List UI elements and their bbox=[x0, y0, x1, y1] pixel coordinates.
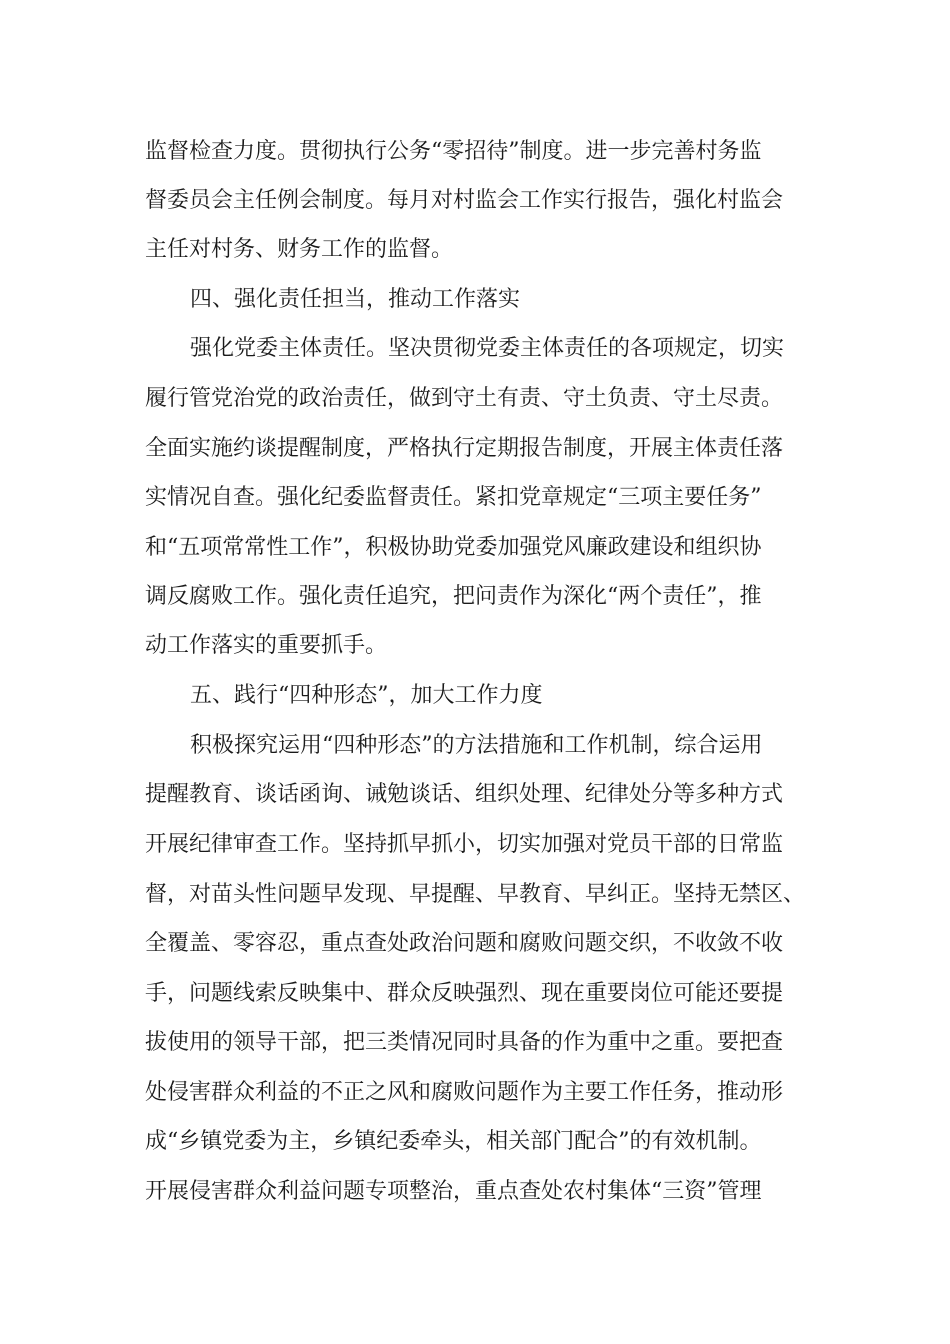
text-line: 主任对村务、财务工作的监督。 bbox=[145, 237, 454, 262]
section-heading: 四、强化责任担当，推动工作落实 bbox=[190, 287, 521, 312]
text-line: 督，对苗头性问题早发现、早提醒、早教育、早纠正。坚持无禁区、 bbox=[145, 882, 806, 907]
text-line: 全覆盖、零容忍，重点查处政治问题和腐败问题交织，不收敛不收 bbox=[145, 931, 784, 956]
text-line: 调反腐败工作。强化责任追究，把问责作为深化“两个责任”，推 bbox=[145, 584, 762, 609]
text-line: 强化党委主体责任。坚决贯彻党委主体责任的各项规定，切实 bbox=[190, 336, 785, 361]
text-line: 开展侵害群众利益问题专项整治，重点查处农村集体“三资”管理 bbox=[145, 1179, 762, 1204]
text-line: 督委员会主任例会制度。每月对村监会工作实行报告，强化村监会 bbox=[145, 188, 784, 213]
text-line: 积极探究运用“四种形态”的方法措施和工作机制，综合运用 bbox=[190, 733, 763, 758]
text-line: 动工作落实的重要抓手。 bbox=[145, 633, 388, 658]
section-heading: 五、践行“四种形态”，加大工作力度 bbox=[190, 683, 543, 708]
text-line: 全面实施约谈提醒制度，严格执行定期报告制度，开展主体责任落 bbox=[145, 436, 784, 461]
text-line: 拔使用的领导干部，把三类情况同时具备的作为重中之重。要把查 bbox=[145, 1030, 784, 1055]
text-line: 履行管党治党的政治责任，做到守土有责、守土负责、守土尽责。 bbox=[145, 386, 784, 411]
text-line: 提醒教育、谈话函询、诫勉谈话、组织处理、纪律处分等多种方式 bbox=[145, 782, 784, 807]
text-line: 成“乡镇党委为主，乡镇纪委牵头，相关部门配合”的有效机制。 bbox=[145, 1129, 762, 1154]
text-line: 处侵害群众利益的不正之风和腐败问题作为主要工作任务，推动形 bbox=[145, 1080, 784, 1105]
text-line: 和“五项常常性工作”，积极协助党委加强党风廉政建设和组织协 bbox=[145, 535, 762, 560]
text-line: 实情况自查。强化纪委监督责任。紧扣党章规定“三项主要任务” bbox=[145, 485, 762, 510]
text-line: 开展纪律审查工作。坚持抓早抓小，切实加强对党员干部的日常监 bbox=[145, 832, 784, 857]
text-line: 手，问题线索反映集中、群众反映强烈、现在重要岗位可能还要提 bbox=[145, 981, 784, 1006]
text-line: 监督检查力度。贯彻执行公务“零招待”制度。进一步完善村务监 bbox=[145, 139, 762, 164]
